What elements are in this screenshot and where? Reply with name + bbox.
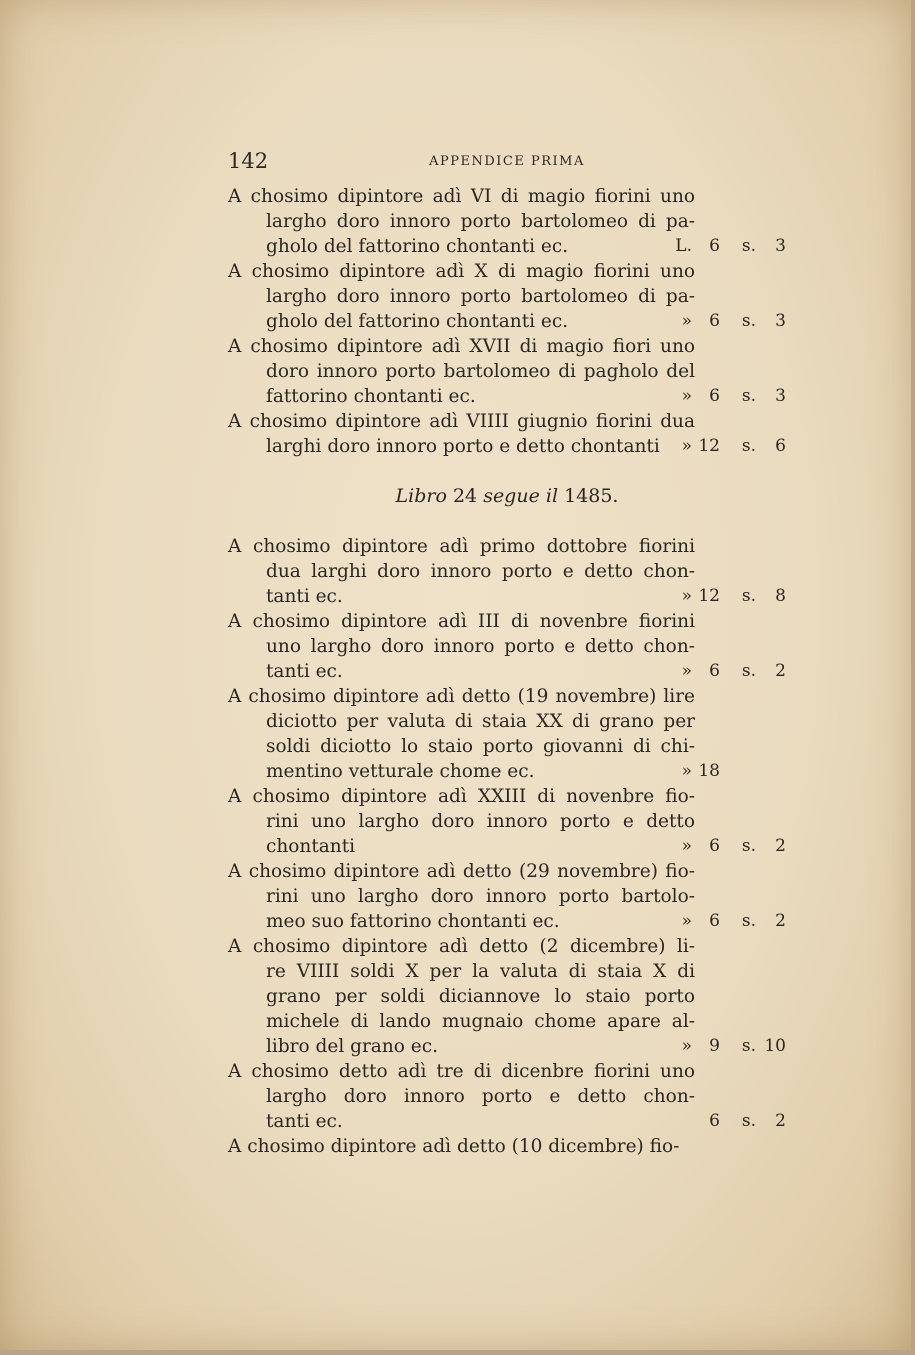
amount-soldi: 2 xyxy=(775,1111,786,1131)
ledger-entry xyxy=(228,784,786,859)
entry-line-text: gholo del fattorino chontanti ec. xyxy=(266,311,569,332)
entry-line xyxy=(228,1084,786,1109)
amount-soldi-label: s. xyxy=(741,436,756,456)
amount-marker: » xyxy=(681,1036,692,1056)
entry-line-text: soldi diciotto lo staio porto giovanni di chi- xyxy=(266,736,695,757)
entry-line-text: A chosimo dipintore adì X di magio fiorini uno xyxy=(228,261,695,282)
entry-line-text: tanti ec. xyxy=(266,1111,343,1132)
entry-line xyxy=(228,634,786,659)
entry-line-text: A chosimo dipintore adì detto (2 dicembre) li- xyxy=(228,936,695,957)
amount-soldi: 2 xyxy=(775,836,786,856)
entry-line xyxy=(228,1134,786,1159)
amount-soldi: 3 xyxy=(775,236,786,256)
entry-line-text: grano per soldi diciannove lo staio porto xyxy=(266,986,695,1007)
section-title xyxy=(228,483,786,509)
entry-line-text: tanti ec. xyxy=(266,586,343,607)
entry-line xyxy=(228,409,786,434)
entry-line-text: tanti ec. xyxy=(266,661,343,682)
entry-line xyxy=(228,1059,786,1084)
entry-line-text: mentino vetturale chome ec. xyxy=(266,761,535,782)
amount-marker: » xyxy=(681,311,692,331)
entry-line-text: largho doro innoro porto bartolomeo di pa- xyxy=(266,211,695,232)
entry-line-text: fattorino chontanti ec. xyxy=(266,386,476,407)
entry-line-text: doro innoro porto bartolomeo di pagholo del xyxy=(266,361,695,382)
entry-line xyxy=(228,1009,786,1034)
entry-line xyxy=(228,384,786,409)
entry-line xyxy=(228,184,786,209)
entry-line xyxy=(228,984,786,1009)
entry-line xyxy=(228,359,786,384)
entry-line-text: larghi doro innoro porto e detto chontanti xyxy=(266,436,660,457)
entry-line-text: A chosimo dipintore adì primo dottobre fiorini xyxy=(228,536,695,557)
entry-line xyxy=(228,534,786,559)
amount-lire: 9 xyxy=(709,1036,720,1056)
entry-line-text: A chosimo dipintore adì III di novenbre fiorini xyxy=(228,611,695,632)
entry-line xyxy=(228,209,786,234)
entry-line xyxy=(228,834,786,859)
amount-soldi-label: s. xyxy=(741,586,756,606)
amount-marker: » xyxy=(681,586,692,606)
entry-line-text: largho doro innoro porto e detto chon- xyxy=(266,1086,695,1107)
amount-lire: 6 xyxy=(709,386,720,406)
entry-line-text: A chosimo dipintore adì VIIII giugnio fiorini dua xyxy=(228,411,695,432)
entry-line xyxy=(228,1109,786,1134)
entry-line xyxy=(228,759,786,784)
entry-line xyxy=(228,434,786,459)
entry-line-text: A chosimo dipintore adì detto (10 dicembre) fio- xyxy=(228,1136,680,1157)
entry-line xyxy=(228,234,786,259)
entry-line-text: A chosimo detto adì tre di dicenbre fiorini uno xyxy=(228,1061,695,1082)
amount-lire: 12 xyxy=(698,436,720,456)
amount-marker: » xyxy=(681,911,692,931)
amount-soldi-label: s. xyxy=(741,311,756,331)
ledger-entry xyxy=(228,859,786,934)
amount-lire: 12 xyxy=(698,586,720,606)
entry-line xyxy=(228,709,786,734)
amount-marker: » xyxy=(681,386,692,406)
entry-line xyxy=(228,259,786,284)
amount-soldi-label: s. xyxy=(741,236,756,256)
amount-marker: L. xyxy=(675,236,692,256)
section-title-part: Libro xyxy=(395,485,447,507)
entry-line-text: rini uno largho doro innoro porto bartolo- xyxy=(266,886,695,907)
ledger-entry xyxy=(228,609,786,684)
entry-line-text: A chosimo dipintore adì detto (19 novembre) lire xyxy=(228,686,695,707)
section-title-part: 24 xyxy=(446,485,484,507)
entry-line-text: re VIIII soldi X per la valuta di staia X di xyxy=(266,961,695,982)
running-title: APPENDICE PRIMA xyxy=(429,154,585,169)
entry-line xyxy=(228,784,786,809)
amount-lire: 6 xyxy=(709,661,720,681)
amount-marker: » xyxy=(681,836,692,856)
entry-line-text: diciotto per valuta di staia XX di grano per xyxy=(266,711,695,732)
entry-line xyxy=(228,809,786,834)
ledger-entry xyxy=(228,409,786,459)
ledger-entry xyxy=(228,334,786,409)
amount-marker: » xyxy=(681,761,692,781)
amount-lire: 6 xyxy=(709,911,720,931)
entry-line-text: A chosimo dipintore adì XVII di magio fiori uno xyxy=(228,336,695,357)
amount-lire: 6 xyxy=(709,836,720,856)
amount-lire: 6 xyxy=(709,1111,720,1131)
amount-lire: 18 xyxy=(698,761,720,781)
section-title-part: segue il xyxy=(483,485,559,507)
page-number: 142 xyxy=(228,149,269,173)
entry-line xyxy=(228,559,786,584)
entry-line-text: uno largho doro innoro porto e detto chon- xyxy=(266,636,695,657)
entry-line-text: A chosimo dipintore adì VI di magio fiorini uno xyxy=(228,186,695,207)
amount-soldi: 6 xyxy=(775,436,786,456)
ledger-entry xyxy=(228,934,786,1059)
entry-line xyxy=(228,284,786,309)
amount-soldi: 3 xyxy=(775,311,786,331)
entry-line-text: rini uno largho doro innoro porto e detto xyxy=(266,811,695,832)
amount-soldi-label: s. xyxy=(741,836,756,856)
page-header xyxy=(228,149,786,175)
amount-marker: » xyxy=(681,436,692,456)
entry-line xyxy=(228,659,786,684)
entry-line xyxy=(228,909,786,934)
entry-line xyxy=(228,934,786,959)
entry-line-text: libro del grano ec. xyxy=(266,1036,438,1057)
entry-line-text: chontanti xyxy=(266,836,356,857)
amount-soldi-label: s. xyxy=(741,1111,756,1131)
ledger-entry xyxy=(228,1059,786,1134)
entry-line xyxy=(228,859,786,884)
entry-line-text: michele di lando mugnaio chome apare al- xyxy=(266,1011,695,1032)
entry-line-text: A chosimo dipintore adì detto (29 novembre) fio- xyxy=(228,861,695,882)
amount-soldi-label: s. xyxy=(741,1036,756,1056)
ledger-entry xyxy=(228,184,786,259)
entry-line-text: A chosimo dipintore adì XXIII di novenbre fio- xyxy=(228,786,695,807)
amount-soldi-label: s. xyxy=(741,661,756,681)
ledger-entry xyxy=(228,684,786,784)
entry-line xyxy=(228,734,786,759)
entry-line xyxy=(228,609,786,634)
amount-soldi: 2 xyxy=(775,911,786,931)
amount-soldi: 10 xyxy=(764,1036,786,1056)
entry-line xyxy=(228,959,786,984)
entry-line-text: largho doro innoro porto bartolomeo di pa- xyxy=(266,286,695,307)
amount-lire: 6 xyxy=(709,236,720,256)
amount-soldi: 2 xyxy=(775,661,786,681)
ledger-entry xyxy=(228,534,786,609)
amount-soldi-label: s. xyxy=(741,911,756,931)
entry-line-text: gholo del fattorino chontanti ec. xyxy=(266,236,569,257)
section-title-part: 1485. xyxy=(558,485,619,507)
amount-soldi-label: s. xyxy=(741,386,756,406)
amount-soldi: 3 xyxy=(775,386,786,406)
amount-soldi: 8 xyxy=(775,586,786,606)
entry-line xyxy=(228,1034,786,1059)
amount-lire: 6 xyxy=(709,311,720,331)
entry-line xyxy=(228,584,786,609)
entry-line xyxy=(228,884,786,909)
entry-line xyxy=(228,334,786,359)
entry-line-text: meo suo fattorino chontanti ec. xyxy=(266,911,560,932)
ledger-entry xyxy=(228,1134,786,1159)
entry-line-text: dua larghi doro innoro porto e detto chon- xyxy=(266,561,695,582)
amount-marker: » xyxy=(681,661,692,681)
ledger-entry xyxy=(228,259,786,334)
entry-line xyxy=(228,309,786,334)
entry-line xyxy=(228,684,786,709)
